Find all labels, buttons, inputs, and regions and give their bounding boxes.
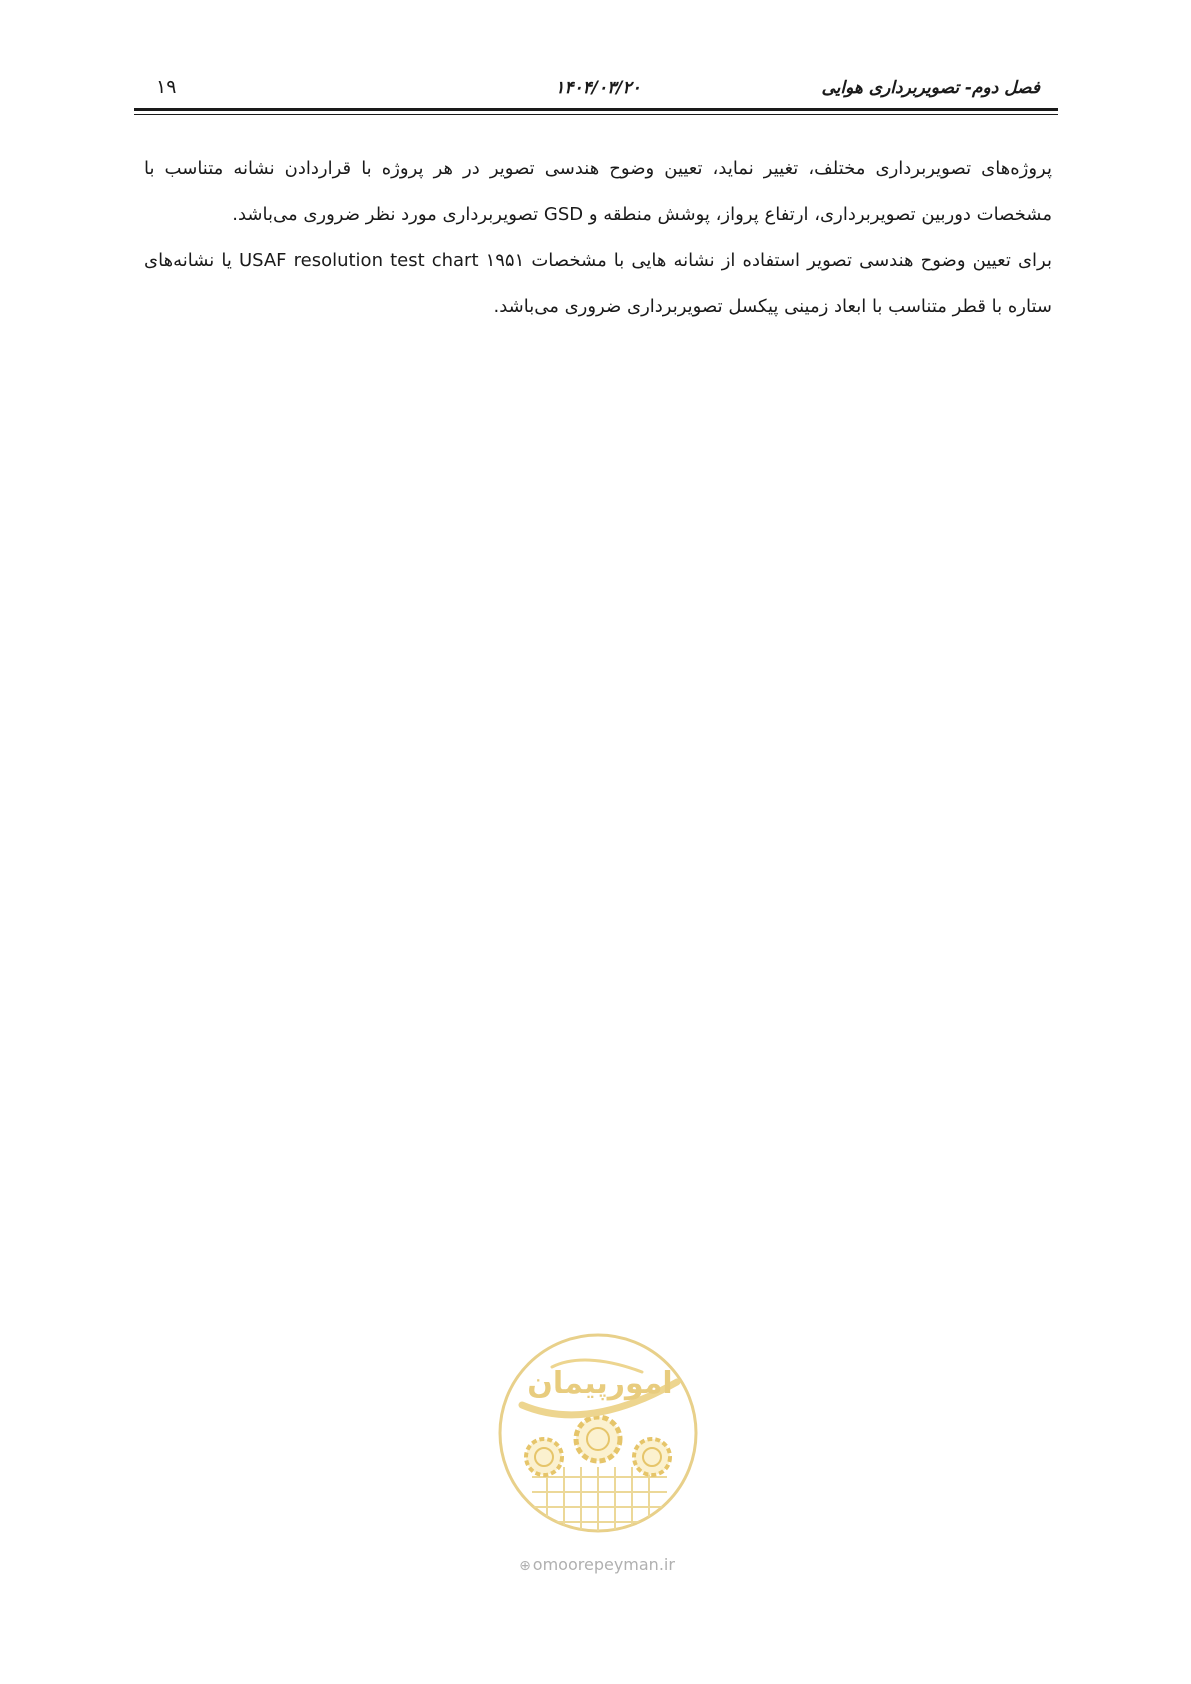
watermark-site-text: omoorepeyman.ir — [532, 1555, 675, 1574]
watermark-site — [497, 1555, 697, 1574]
watermark-seal-logo — [492, 1327, 704, 1539]
document-date: ۱۴۰۴/۰۳/۲۰ — [555, 78, 641, 98]
globe-icon: ⊕ — [519, 1558, 531, 1574]
watermark-logo-text: امورپیمان — [527, 1366, 673, 1401]
header-rule-thick — [134, 108, 1058, 111]
page-number: ۱۹ — [156, 76, 177, 98]
body-text — [144, 146, 1052, 330]
chapter-title: فصل دوم- تصویربرداری هوایی — [821, 78, 1040, 98]
paragraph-2: برای تعیین وضوح هندسی تصویر استفاده از نشانه هایی با مشخصات USAF resolution test chart ۱۹۵۱ یا نشانه‌های ستاره با قطر متناسب با ابعاد زمینی پیکسل تصویربرداری ضروری می‌باشد. — [144, 250, 1052, 317]
paragraph-1: پروژه‌های تصویربرداری مختلف، تغییر نماید، تعیین وضوح هندسی تصویر در هر پروژه با قراردادن نشانه متناسب با مشخصات دوربین تصویربرداری، ارتفاع پرواز، پوشش منطقه و GSD تصویربرداری مورد نظر ضروری می‌باشد. — [144, 158, 1052, 225]
page-header — [140, 76, 1056, 104]
header-rule-thin — [134, 114, 1058, 115]
